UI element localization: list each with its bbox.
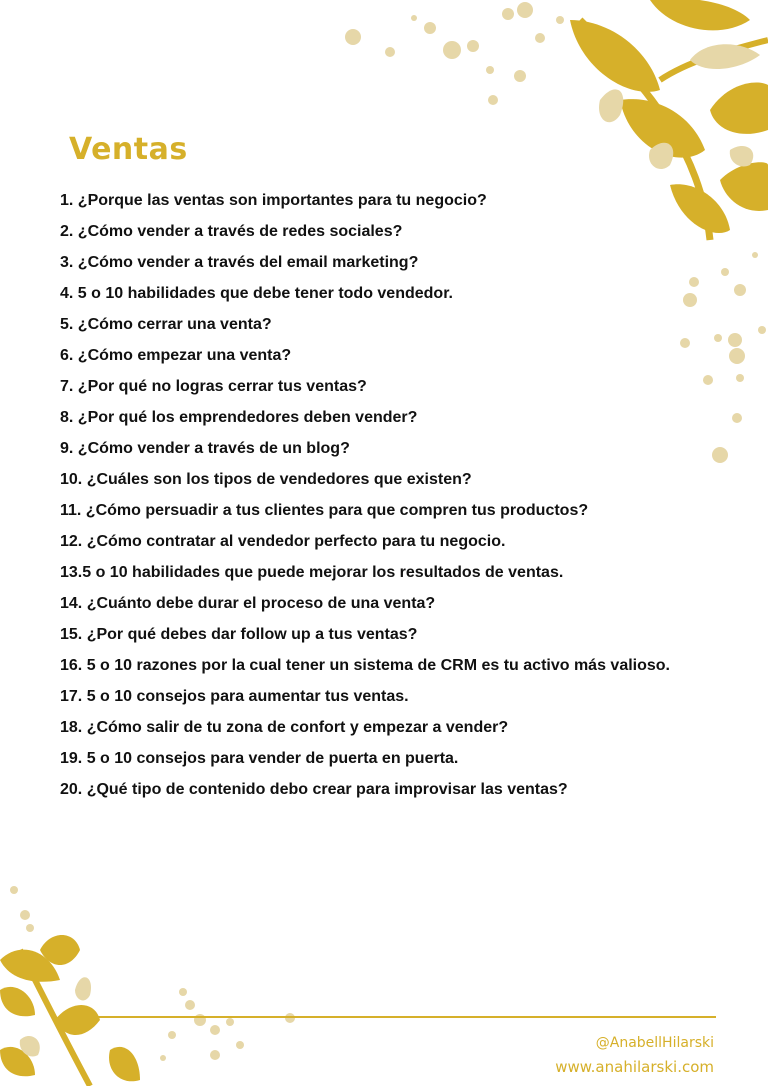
list-item: 3. ¿Cómo vender a través del email marketing? <box>60 254 419 271</box>
list-item: 17. 5 o 10 consejos para aumentar tus ventas. <box>60 688 409 705</box>
list-item: 16. 5 o 10 razones por la cual tener un sistema de CRM es tu activo más valioso. <box>60 657 670 674</box>
list-item: 6. ¿Cómo empezar una venta? <box>60 347 292 364</box>
list-item: 7. ¿Por qué no logras cerrar tus ventas? <box>60 378 367 395</box>
list-item: 10. ¿Cuáles son los tipos de vendedores que existen? <box>60 471 472 488</box>
list-item: 20. ¿Qué tipo de contenido debo crear para improvisar las ventas? <box>60 781 568 798</box>
list-item: 13.5 o 10 habilidades que puede mejorar los resultados de ventas. <box>60 564 564 581</box>
list-item: 2. ¿Cómo vender a través de redes sociales? <box>60 223 403 240</box>
list-item: 11. ¿Cómo persuadir a tus clientes para que compren tus productos? <box>60 502 589 519</box>
list-item: 9. ¿Cómo vender a través de un blog? <box>60 440 350 457</box>
question-list <box>60 192 710 812</box>
website-link[interactable]: www.anahilarski.com <box>555 1058 714 1076</box>
list-item: 8. ¿Por qué los emprendedores deben vender? <box>60 409 418 426</box>
list-item: 4. 5 o 10 habilidades que debe tener todo vendedor. <box>60 285 453 302</box>
list-item: 14. ¿Cuánto debe durar el proceso de una venta? <box>60 595 436 612</box>
list-item: 19. 5 o 10 consejos para vender de puerta en puerta. <box>60 750 459 767</box>
list-item: 15. ¿Por qué debes dar follow up a tus ventas? <box>60 626 418 643</box>
footer-divider <box>92 1016 716 1018</box>
social-handle: @AnabellHilarski <box>595 1035 714 1051</box>
list-item: 12. ¿Cómo contratar al vendedor perfecto para tu negocio. <box>60 533 506 550</box>
list-item: 18. ¿Cómo salir de tu zona de confort y empezar a vender? <box>60 719 509 736</box>
page-title: Ventas <box>69 132 188 167</box>
list-item: 1. ¿Porque las ventas son importantes para tu negocio? <box>60 192 487 209</box>
leaf-branch-icon <box>0 880 320 1086</box>
list-item: 5. ¿Cómo cerrar una venta? <box>60 316 272 333</box>
